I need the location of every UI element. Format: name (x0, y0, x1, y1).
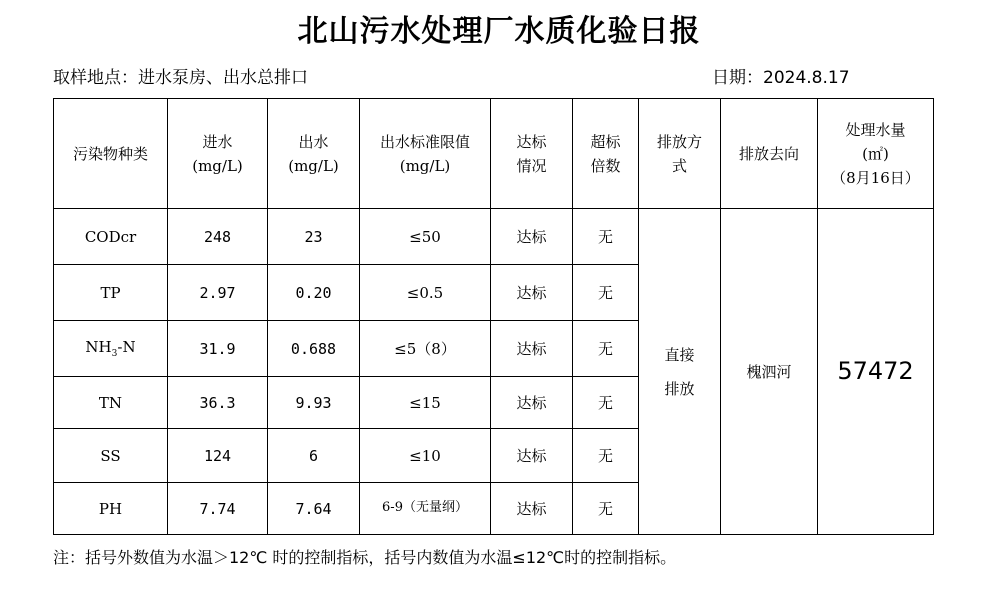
limit-value: ≤50 (360, 209, 491, 265)
table-header-row (54, 99, 934, 209)
pollutant-name: TN (54, 377, 168, 429)
compliance-value: 达标 (491, 483, 573, 535)
header-discharge-method: 排放方 式 (639, 99, 721, 209)
compliance-value: 达标 (491, 429, 573, 483)
pollutant-name: TP (54, 265, 168, 321)
limit-value: 6-9（无量纲） (360, 483, 491, 535)
influent-value: 36.3 (168, 377, 268, 429)
header-exceed-multiple: 超标 倍数 (573, 99, 639, 209)
table-row (54, 209, 934, 265)
water-quality-table (53, 98, 934, 535)
header-influent: 进水 (mg/L) (168, 99, 268, 209)
limit-value: ≤5（8） (360, 321, 491, 377)
header-discharge-destination: 排放去向 (721, 99, 818, 209)
influent-value: 124 (168, 429, 268, 483)
exceed-value: 无 (573, 377, 639, 429)
treated-volume-value: 57472 (818, 209, 934, 535)
compliance-value: 达标 (491, 265, 573, 321)
pollutant-name: CODcr (54, 209, 168, 265)
exceed-value: 无 (573, 209, 639, 265)
effluent-value: 9.93 (268, 377, 360, 429)
compliance-value: 达标 (491, 209, 573, 265)
pollutant-name: $NH_3-N$ (54, 321, 168, 377)
discharge-method-cell: 直接 排放 (639, 209, 721, 535)
effluent-value: 0.688 (268, 321, 360, 377)
exceed-value: 无 (573, 265, 639, 321)
limit-value: ≤10 (360, 429, 491, 483)
pollutant-name: SS (54, 429, 168, 483)
effluent-value: 23 (268, 209, 360, 265)
effluent-value: 0.20 (268, 265, 360, 321)
limit-value: ≤0.5 (360, 265, 491, 321)
header-effluent: 出水 (mg/L) (268, 99, 360, 209)
effluent-value: 6 (268, 429, 360, 483)
discharge-destination-cell: 槐泗河 (721, 209, 818, 535)
exceed-value: 无 (573, 429, 639, 483)
pollutant-name: PH (54, 483, 168, 535)
limit-value: ≤15 (360, 377, 491, 429)
influent-value: 7.74 (168, 483, 268, 535)
sample-location: 取样地点：进水泵房、出水总排口 (53, 68, 308, 88)
compliance-value: 达标 (491, 321, 573, 377)
header-pollutant-type: 污染物种类 (54, 99, 168, 209)
header-treated-volume: 处理水量 (㎡) （8月16日） (818, 99, 934, 209)
exceed-value: 无 (573, 321, 639, 377)
report-title: 北山污水处理厂水质化验日报 (297, 14, 701, 49)
report-date: 日期：2024.8.17 (712, 68, 850, 88)
influent-value: 2.97 (168, 265, 268, 321)
influent-value: 31.9 (168, 321, 268, 377)
exceed-value: 无 (573, 483, 639, 535)
header-limit: 出水标准限值 (mg/L) (360, 99, 491, 209)
effluent-value: 7.64 (268, 483, 360, 535)
compliance-value: 达标 (491, 377, 573, 429)
footnote: 注：括号外数值为水温＞12℃ 时的控制指标，括号内数值为水温≤12℃时的控制指标。 (53, 548, 677, 567)
influent-value: 248 (168, 209, 268, 265)
header-compliance: 达标 情况 (491, 99, 573, 209)
